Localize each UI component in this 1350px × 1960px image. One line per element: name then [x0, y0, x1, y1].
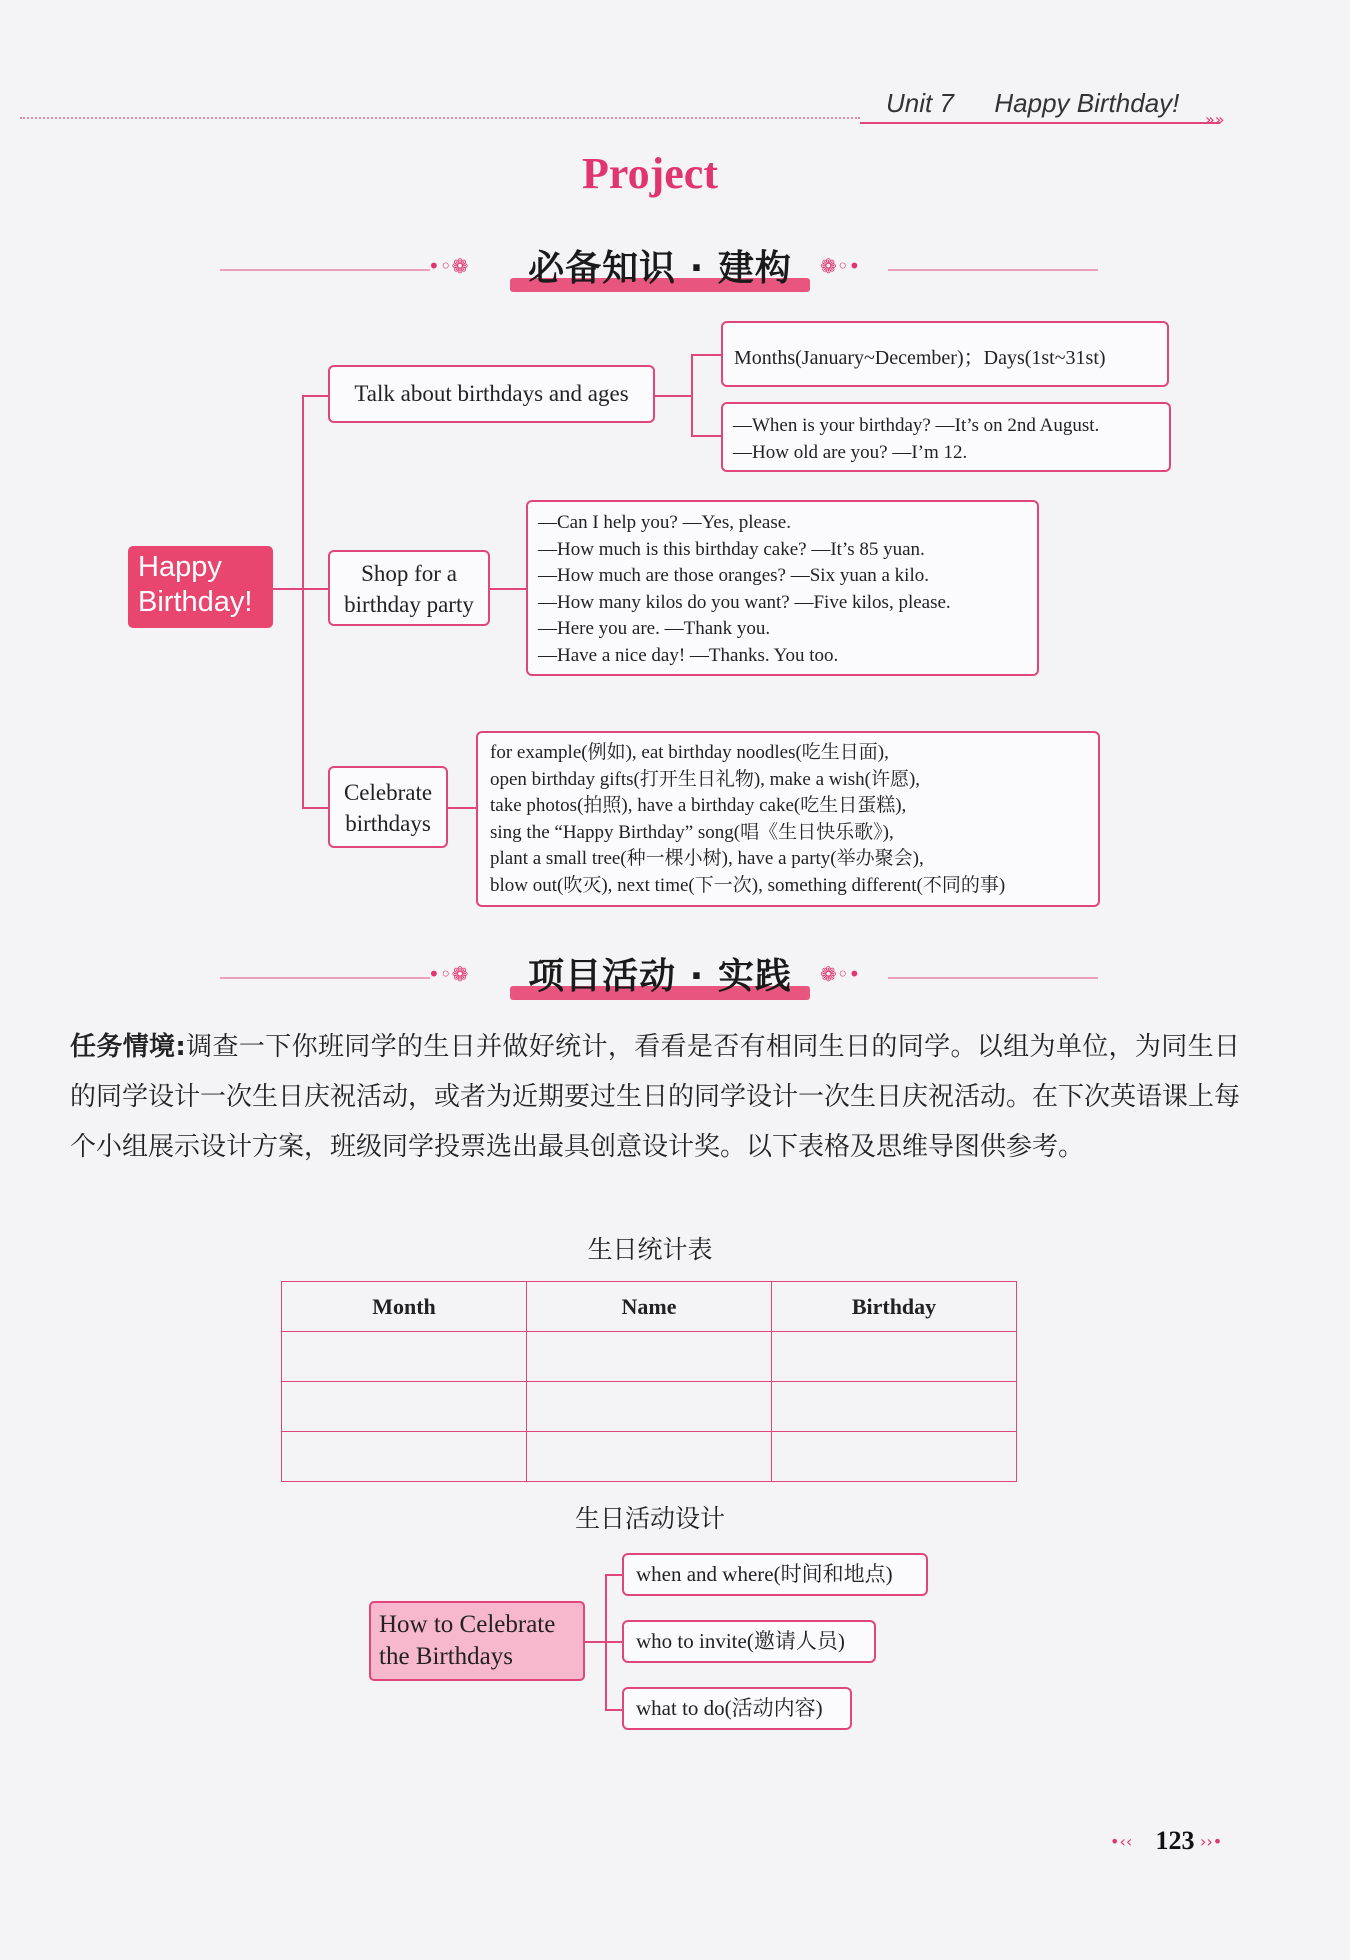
header-dotted-rule — [20, 117, 860, 119]
detail-box-shopping-dialogue — [526, 500, 1039, 676]
connector — [490, 588, 526, 590]
connector — [302, 807, 328, 809]
table-cell — [527, 1432, 772, 1482]
design-item-what-do — [622, 1687, 852, 1730]
design-item-when-where — [622, 1553, 928, 1596]
connector — [605, 1641, 622, 1643]
design-item-label: when and where(时间和地点) — [636, 1562, 893, 1586]
header-solid-rule — [860, 122, 1220, 124]
table-cell — [282, 1382, 527, 1432]
branch-label: Talk about birthdays and ages — [354, 381, 629, 406]
banner-swirl-right-icon: ❁◦• — [820, 962, 861, 986]
design-caption: 生日活动设计 — [574, 1504, 725, 1533]
unit-title: Happy Birthday! — [994, 88, 1180, 118]
banner-line-right — [888, 977, 1098, 979]
table-cell — [527, 1332, 772, 1382]
banner-line-left — [220, 269, 430, 271]
table-cell — [772, 1382, 1017, 1432]
connector — [270, 588, 302, 590]
connector — [585, 1641, 605, 1643]
design-item-who-invite — [622, 1620, 876, 1663]
detail-line: —Can I help you? —Yes, please. — [538, 512, 791, 533]
table-cell — [282, 1432, 527, 1482]
design-item-label: who to invite(邀请人员) — [636, 1629, 845, 1653]
detail-line: sing the “Happy Birthday” song(唱《生日快乐歌》), — [490, 821, 894, 843]
table-header-month: Month — [282, 1282, 527, 1332]
banner-swirl-left-icon: •◦❁ — [428, 962, 469, 986]
task-paragraph: 任务情境:调查一下你班同学的生日并做好统计，看看是否有相同生日的同学。以组为单位，为同生日的同学设计一次生日庆祝活动，或者为近期要过生日的同学设计一次生日庆祝活动。在下次英语课上每个小组展示设计方案，班级同学投票选出最具创意设计奖。以下表格及思维导图供参考。 — [70, 1032, 1241, 1162]
table-cell — [527, 1382, 772, 1432]
unit-label: Unit 7 — [886, 88, 954, 118]
design-item-label: what to do(活动内容) — [636, 1696, 823, 1720]
task-text: 调查一下你班同学的生日并做好统计，看看是否有相同生日的同学。以组为单位，为同生日的同学设计一次生日庆祝活动，或者为近期要过生日的同学设计一次生日庆祝活动。在下次英语课上每个小组展示设计方案，班级同学投票选出最具创意设计奖。以下表格及思维导图供参考。 — [70, 1032, 1241, 1162]
connector — [655, 395, 691, 397]
connector — [605, 1709, 622, 1711]
table-row — [282, 1432, 1017, 1482]
table-caption: 生日统计表 — [587, 1235, 713, 1264]
birthday-table — [281, 1281, 1017, 1482]
connector — [448, 807, 476, 809]
detail-line: —Have a nice day! —Thanks. You too. — [538, 644, 839, 666]
connector — [691, 435, 721, 437]
table-header-name: Name — [527, 1282, 772, 1332]
banner-line-right — [888, 269, 1098, 271]
table-cell — [772, 1332, 1017, 1382]
detail-line: take photos(拍照), have a birthday cake(吃生日蛋糕), — [490, 795, 907, 816]
branch-talk-about-birthdays — [328, 365, 655, 423]
connector — [302, 395, 304, 807]
design-center: How to Celebrate the Birthdays — [369, 1601, 585, 1681]
table-row — [282, 1382, 1017, 1432]
table-cell — [282, 1332, 527, 1382]
connector — [605, 1574, 622, 1576]
detail-line: —How old are you? —I’m 12. — [733, 442, 968, 463]
detail-line: —How much is this birthday cake? —It’s 85 yuan. — [538, 538, 925, 560]
page-number: 123 — [1155, 1826, 1195, 1855]
table-cell — [772, 1432, 1017, 1482]
detail-line: blow out(吹灭), next time(下一次), something different(不同的事) — [490, 874, 1006, 896]
connector — [302, 395, 328, 397]
page-number-ornament-right-icon: ››• — [1200, 1832, 1223, 1851]
table-header-birthday: Birthday — [772, 1282, 1017, 1332]
detail-line: Months(January~December)；Days(1st~31st) — [734, 347, 1106, 369]
page-title: Project — [582, 149, 718, 198]
detail-box-when-birthday — [721, 402, 1171, 472]
detail-line: plant a small tree(种一棵小树), have a party(举办聚会), — [490, 848, 924, 869]
detail-box-celebration-activities — [476, 731, 1100, 907]
section-heading-1: 必备知识 · 建构 — [528, 248, 792, 289]
detail-line: —How many kilos do you want? —Five kilos, please. — [538, 591, 951, 613]
detail-line: for example(例如), eat birthday noodles(吃生日面), — [490, 742, 889, 763]
page-number-ornament-left-icon: •‹‹ — [1110, 1832, 1133, 1851]
connector — [691, 354, 693, 435]
branch-shop-for-party: Shop for a birthday party — [328, 550, 490, 626]
header-running-title — [886, 88, 1179, 119]
detail-line: open birthday gifts(打开生日礼物), make a wish(许愿), — [490, 768, 921, 790]
section-heading-2: 项目活动 · 实践 — [528, 956, 792, 997]
detail-box-months-days — [721, 321, 1169, 387]
banner-swirl-left-icon: •◦❁ — [428, 254, 469, 278]
detail-line: —How much are those oranges? —Six yuan a kilo. — [538, 565, 929, 586]
table-row — [282, 1332, 1017, 1382]
detail-line: —Here you are. —Thank you. — [538, 618, 771, 639]
connector — [691, 354, 721, 356]
section-banner-2 — [220, 946, 1100, 1006]
mindmap-root: Happy Birthday! — [128, 546, 273, 628]
task-label: 任务情境 — [70, 1032, 176, 1062]
banner-swirl-right-icon: ❁◦• — [820, 254, 861, 278]
connector — [302, 588, 328, 590]
header-arrow-icon: »» — [1205, 110, 1225, 129]
section-banner-1 — [220, 238, 1100, 298]
detail-line: —When is your birthday? —It’s on 2nd August. — [733, 415, 1100, 436]
branch-celebrate-birthdays: Celebrate birthdays — [328, 766, 448, 848]
banner-line-left — [220, 977, 430, 979]
